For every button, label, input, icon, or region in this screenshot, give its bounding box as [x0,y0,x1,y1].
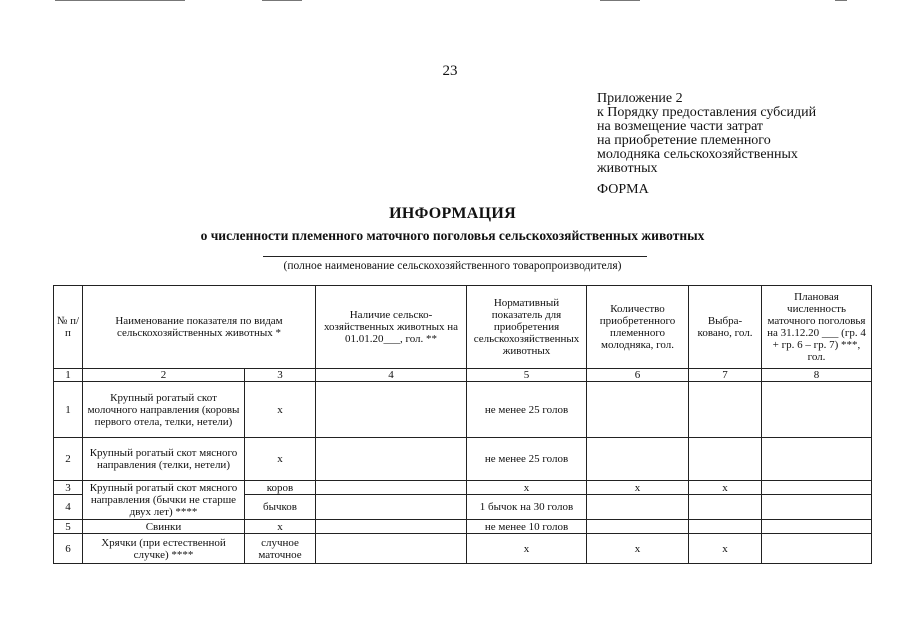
cell-planned[interactable] [762,382,872,438]
table-row [54,382,872,438]
column-number: 2 [83,369,245,382]
table-row [54,481,872,495]
cell-normative: х [467,534,587,564]
cell-quantity: х [587,534,689,564]
cell-planned[interactable] [762,534,872,564]
cell-planned[interactable] [762,438,872,481]
cell-normative: 1 бычок на 30 голов [467,495,587,520]
cell-planned[interactable] [762,520,872,534]
column-number: 7 [689,369,762,382]
appendix-line: животных [597,161,658,176]
row-unit: случное маточное [245,534,316,564]
cell-presence[interactable] [316,382,467,438]
row-name: Хрячки (при естественной случке) **** [83,534,245,564]
row-num: 4 [54,495,83,520]
top-edge-line [55,0,185,1]
document-subtitle: о численности племенного маточного поголовья сельскохозяйственных животных [200,228,705,243]
producer-name-line[interactable] [263,256,647,257]
top-edge-line [835,0,847,1]
appendix-line: молодняка сельскохозяйственных [597,147,798,162]
cell-culled[interactable] [689,438,762,481]
cell-planned[interactable] [762,481,872,495]
appendix-line: Приложение 2 [597,91,683,106]
row-name: Крупный рогатый скот мясного направления (бычки не старше двух лет) **** [83,481,245,520]
cell-quantity: х [587,481,689,495]
row-num: 2 [54,438,83,481]
table-header-row [54,286,872,369]
row-unit: бычков [245,495,316,520]
cell-presence[interactable] [316,438,467,481]
column-number: 8 [762,369,872,382]
header-indicator-name: Наименование показателя по видам сельскохозяйственных животных * [83,286,316,369]
cell-normative: х [467,481,587,495]
header-quantity: Количество приобретенного племенного молодняка, гол. [587,286,689,369]
cell-culled[interactable] [689,520,762,534]
cell-presence[interactable] [316,534,467,564]
row-num: 3 [54,481,83,495]
appendix-block [597,92,816,176]
header-culled: Выбра-ковано, гол. [689,286,762,369]
cell-quantity[interactable] [587,520,689,534]
column-number: 1 [54,369,83,382]
page-number: 23 [442,63,458,79]
table-row [54,534,872,564]
row-name: Крупный рогатый скот мясного направления (телки, нетели) [83,438,245,481]
row-name: Свинки [83,520,245,534]
cell-culled: х [689,534,762,564]
cell-culled: х [689,481,762,495]
appendix-line: на возмещение части затрат [597,119,764,134]
table-row [54,520,872,534]
cell-quantity[interactable] [587,438,689,481]
row-unit: х [245,382,316,438]
appendix-line: на приобретение племенного [597,133,771,148]
appendix-line: к Порядку предоставления субсидий [597,105,817,120]
cell-normative: не менее 25 голов [467,382,587,438]
row-num: 6 [54,534,83,564]
header-num: № п/п [54,286,83,369]
column-number: 5 [467,369,587,382]
table-row [54,438,872,481]
column-number: 4 [316,369,467,382]
row-num: 5 [54,520,83,534]
cell-presence[interactable] [316,481,467,495]
top-edge-line [600,0,640,1]
column-number: 3 [245,369,316,382]
header-presence: Наличие сельско-хозяйственных животных на 01.01.20___, гол. ** [316,286,467,369]
cell-presence[interactable] [316,495,467,520]
row-num: 1 [54,382,83,438]
cell-planned[interactable] [762,495,872,520]
cell-presence[interactable] [316,520,467,534]
cell-culled[interactable] [689,495,762,520]
cell-quantity[interactable] [587,495,689,520]
column-number-row [54,369,872,382]
cell-normative: не менее 10 голов [467,520,587,534]
producer-name-caption: (полное наименование сельскохозяйственного товаропроизводителя) [283,260,622,272]
row-unit: коров [245,481,316,495]
row-name: Крупный рогатый скот молочного направления (коровы первого отела, телки, нетели) [83,382,245,438]
cell-culled[interactable] [689,382,762,438]
row-unit: х [245,438,316,481]
cell-normative: не менее 25 голов [467,438,587,481]
header-normative: Нормативный показатель для приобретения сельскохозяйственных животных [467,286,587,369]
cell-quantity[interactable] [587,382,689,438]
header-planned: Плановая численность маточного поголовья на 31.12.20 ___ (гр. 4 + гр. 6 – гр. 7) ***, гол. [762,286,872,369]
top-edge-line [262,0,302,1]
column-number: 6 [587,369,689,382]
row-unit: х [245,520,316,534]
form-label: ФОРМА [597,182,649,197]
document-title: ИНФОРМАЦИЯ [389,205,516,222]
livestock-table [53,285,872,564]
